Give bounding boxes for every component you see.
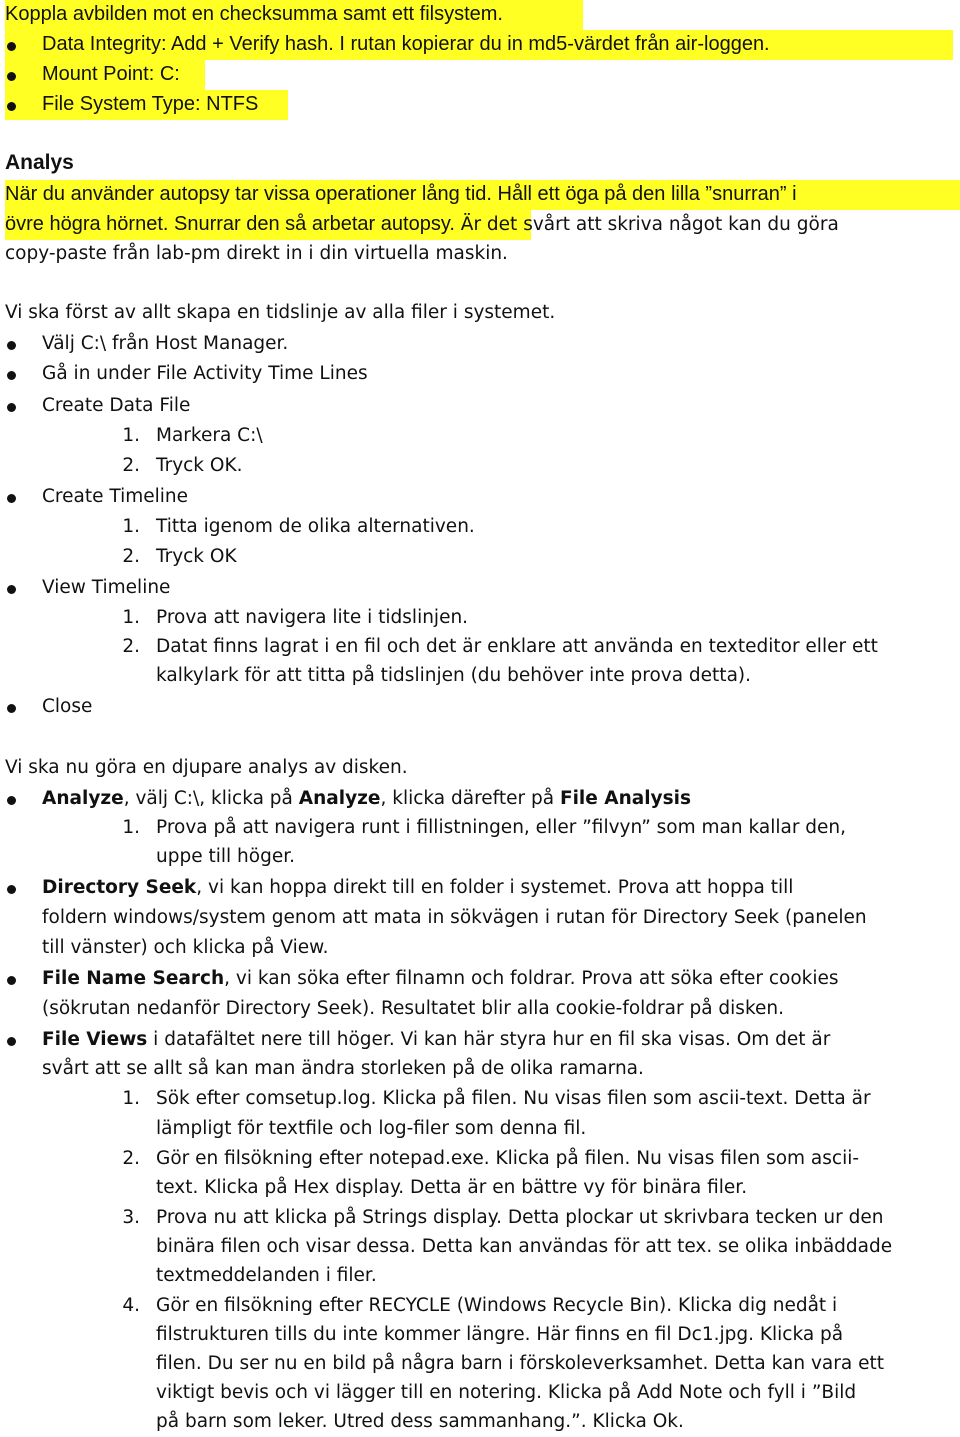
bullet-icon <box>7 976 16 985</box>
list-item: Prova att navigera lite i tidslinjen. <box>156 607 469 628</box>
list-item: Titta igenom de olika alternativen. <box>156 516 475 537</box>
list-item: Gå in under File Activity Time Lines <box>42 363 368 384</box>
list-item: Välj C:\ från Host Manager. <box>42 333 289 354</box>
list-item: binära filen och visar dessa. Detta kan användas för att tex. se olika inbäddade <box>156 1236 893 1257</box>
list-item: svårt att se allt så kan man ändra storleken på de olika ramarna. <box>42 1058 644 1079</box>
list-item: (sökrutan nedanför Directory Seek). Resultatet blir alla cookie-foldrar på disken. <box>42 998 784 1019</box>
list-item: Tryck OK. <box>156 455 243 476</box>
bullet-icon <box>7 494 16 503</box>
list-item: lämpligt för textfile och log-filer som denna fil. <box>156 1118 587 1139</box>
list-item: Prova på att navigera runt i fillistningen, eller ”filvyn” som man kallar den, <box>156 817 847 838</box>
list-item: till vänster) och klicka på View. <box>42 937 329 958</box>
bullet-icon <box>7 796 16 805</box>
bullet-icon <box>7 1037 16 1046</box>
paragraph: Vi ska först av allt skapa en tidslinje av alla filer i systemet. <box>5 302 556 323</box>
list-item: text. Klicka på Hex display. Detta är en bättre vy för binära filer. <box>156 1177 748 1198</box>
setup-item: File System Type: NTFS <box>42 93 259 115</box>
bullet-icon <box>7 371 16 380</box>
list-item: filstrukturen tills du inte kommer längre. Här finns en fil Dc1.jpg. Klicka på <box>156 1324 844 1345</box>
list-item: Markera C:\ <box>156 425 263 446</box>
list-item: Gör en filsökning efter RECYCLE (Windows Recycle Bin). Klicka dig nedåt i <box>156 1295 838 1316</box>
list-item: Datat finns lagrat i en fil och det är enklare att använda en texteditor eller ett <box>156 636 878 657</box>
list-number: 1. <box>122 516 140 537</box>
list-number: 1. <box>122 817 140 838</box>
list-item: kalkylark för att titta på tidslinjen (du behöver inte prova detta). <box>156 665 751 686</box>
list-item: viktigt bevis och vi lägger till en notering. Klicka på Add Note och fyll i ”Bild <box>156 1382 857 1403</box>
bullet-icon <box>7 403 16 412</box>
intro-text: Koppla avbilden mot en checksumma samt ett filsystem. <box>5 3 503 25</box>
list-number: 1. <box>122 607 140 628</box>
list-item: Directory Seek, vi kan hoppa direkt till en folder i systemet. Prova att hoppa till <box>42 877 794 898</box>
list-item: Tryck OK <box>156 546 237 567</box>
bullet-icon <box>7 72 16 81</box>
list-number: 2. <box>122 455 140 476</box>
list-item: filen. Du ser nu en bild på några barn i förskoleverksamhet. Detta kan vara ett <box>156 1353 884 1374</box>
list-number: 4. <box>122 1295 140 1316</box>
bullet-icon <box>7 341 16 350</box>
list-item: Gör en filsökning efter notepad.exe. Klicka på filen. Nu visas filen som ascii- <box>156 1148 860 1169</box>
list-item: Close <box>42 696 93 717</box>
list-item: Prova nu att klicka på Strings display. Detta plockar ut skrivbara tecken ur den <box>156 1207 884 1228</box>
list-item: Sök efter comsetup.log. Klicka på filen. Nu visas filen som ascii-text. Detta är <box>156 1088 871 1109</box>
list-number: 1. <box>122 1088 140 1109</box>
analys-text: När du använder autopsy tar vissa operationer lång tid. Håll ett öga på den lilla ”snurran” i <box>5 183 797 205</box>
section-heading: Analys <box>5 151 74 174</box>
bullet-icon <box>7 704 16 713</box>
bullet-icon <box>7 102 16 111</box>
bullet-icon <box>7 42 16 51</box>
list-item: foldern windows/system genom att mata in sökvägen i rutan för Directory Seek (panelen <box>42 907 867 928</box>
bullet-icon <box>7 885 16 894</box>
list-number: 3. <box>122 1207 140 1228</box>
list-item: på barn som leker. Utred dess sammanhang.”. Klicka Ok. <box>156 1411 684 1432</box>
list-number: 1. <box>122 425 140 446</box>
list-number: 2. <box>122 546 140 567</box>
analys-text: copy-paste från lab-pm direkt in i din virtuella maskin. <box>5 243 508 264</box>
list-item: uppe till höger. <box>156 846 295 867</box>
paragraph: Vi ska nu göra en djupare analys av disken. <box>5 757 408 778</box>
setup-item: Mount Point: C: <box>42 63 180 85</box>
setup-item: Data Integrity: Add + Verify hash. I rutan kopierar du in md5-värdet från air-loggen. <box>42 33 770 55</box>
analys-text: övre högra hörnet. Snurrar den så arbetar autopsy. Är det svårt att skriva något kan du göra <box>5 213 839 235</box>
list-number: 2. <box>122 636 140 657</box>
bullet-icon <box>7 585 16 594</box>
list-item: textmeddelanden i filer. <box>156 1265 377 1286</box>
list-item: Create Data File <box>42 395 191 416</box>
list-item: View Timeline <box>42 577 171 598</box>
list-item: Create Timeline <box>42 486 189 507</box>
list-number: 2. <box>122 1148 140 1169</box>
list-item: File Name Search, vi kan söka efter filnamn och foldrar. Prova att söka efter cookies <box>42 968 839 989</box>
list-item: File Views i datafältet nere till höger. Vi kan här styra hur en fil ska visas. Om det är <box>42 1029 831 1050</box>
list-item: Analyze, välj C:\, klicka på Analyze, klicka därefter på File Analysis <box>42 788 691 809</box>
